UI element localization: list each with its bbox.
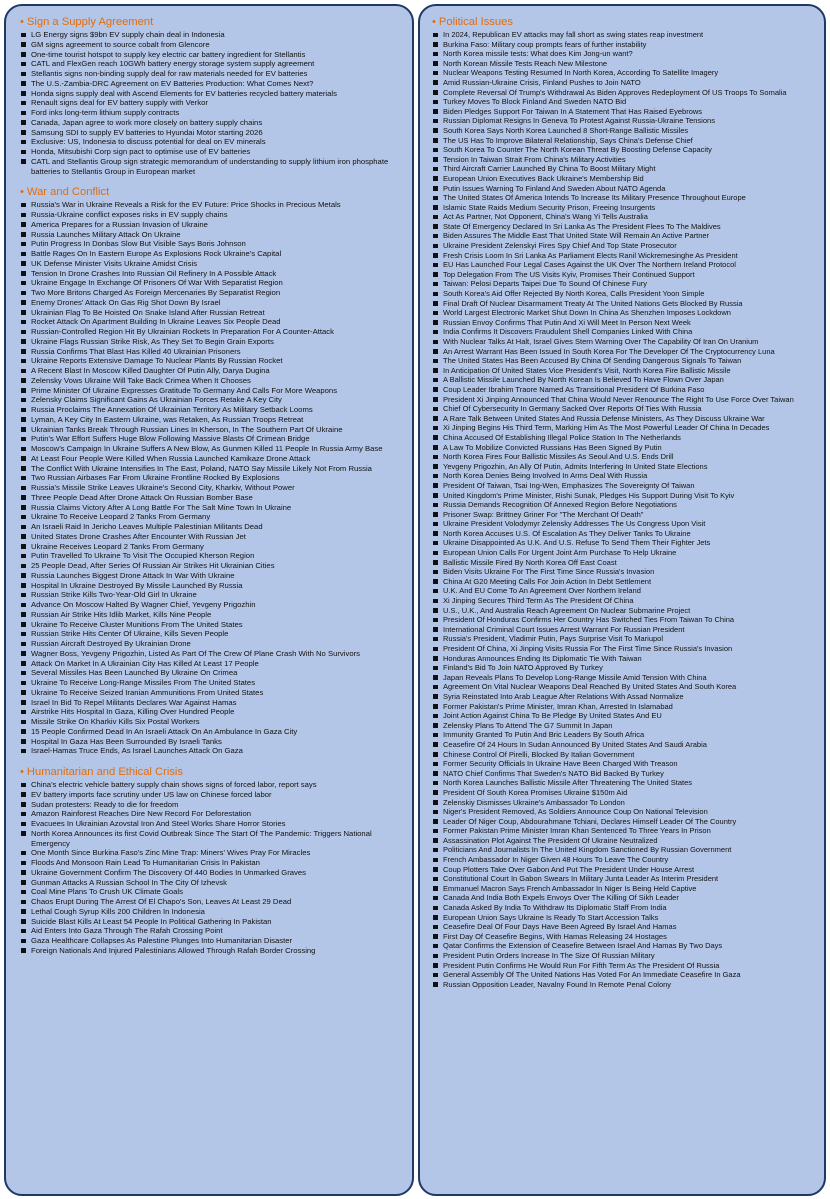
list-item: Burkina Faso: Military coup prompts fears of further instability [432,40,816,50]
list-item: At Least Four People Were Killed When Russia Launched Kamikaze Drone Attack [20,454,402,464]
list-item: Xi Jinping Begins His Third Term, Marking Him As The Most Powerful Leader Of China In Decades [432,423,816,433]
list-item: Former Pakistan Prime Minister Imran Khan Sentenced To Three Years In Prison [432,826,816,836]
list-item: Third Aircraft Carrier Launched By China To Boost Military Might [432,164,816,174]
list-item: Ford inks long-term lithium supply contracts [20,108,402,118]
list-item: China At G20 Meeting Calls For Join Action In Debt Settlement [432,577,816,587]
list-item: America Prepares for a Russian Invasion of Ukraine [20,220,402,230]
bullet-icon: • [20,186,24,199]
list-item: North Korea missile tests: What does Kim Jong-un want? [432,49,816,59]
list-item: Russia's Missile Strike Leaves Ukraine's Second City, Kharkiv, Without Power [20,483,402,493]
list-item: Exclusive: US, Indonesia to discuss potential for deal on EV minerals [20,137,402,147]
list-item: Emmanuel Macron Says French Ambassador In Niger Is Being Held Captive [432,884,816,894]
list-item: Russia's President, Vladimir Putin, Pays Surprise Visit To Mariupol [432,634,816,644]
bullet-icon: • [20,16,24,28]
list-item: Russian Strike Kills Two-Year-Old Girl In Ukraine [20,590,402,600]
list-item: Floods And Monsoon Rain Lead To Humanitarian Crisis In Pakistan [20,858,402,868]
list-item: Syria Reinstated Into Arab League After Relations With Assad Normalize [432,692,816,702]
list-item: Russia-Ukraine conflict exposes risks in EV supply chains [20,210,402,220]
list-item: Biden Visits Ukraine For The First Time Since Russia's Invasion [432,567,816,577]
list-item: Russia Proclaims The Annexation Of Ukrainian Territory As Military Setback Looms [20,405,402,415]
headline-list [432,30,816,989]
list-item: Ukraine President Volodymyr Zelensky Addresses The Us Congress Upon Visit [432,519,816,529]
list-item: Tension In Drone Crashes Into Russian Oil Refinery In A Possible Attack [20,269,402,279]
list-item: Honda, Mitsubishi Corp sign pact to optimise use of EV batteries [20,147,402,157]
list-item: Final Draft Of Nuclear Disarmament Treaty At The United Nations Gets Blocked By Russia [432,299,816,309]
section-political-issues [432,16,816,989]
list-item: EV battery imports face scrutiny under US law on Chinese forced labor [20,790,402,800]
list-item: Russia's War in Ukraine Reveals a Risk for the EV Future: Price Shocks in Precious Metals [20,200,402,210]
list-item: Coup Leader Ibrahim Traore Named As Transitional President Of Burkina Faso [432,385,816,395]
list-item: Russian Aircraft Destroyed By Ukrainian Drone [20,639,402,649]
list-item: Evacuees In Ukrainian Azovstal Iron And Steel Works Share Horror Stories [20,819,402,829]
list-item: Ukraine To Receive Long-Range Missiles From The United States [20,678,402,688]
list-item: Finland's Bid To Join NATO Approved By Turkey [432,663,816,673]
list-item: European Union Calls For Urgent Joint Arm Purchase To Help Ukraine [432,548,816,558]
list-item: Airstrike Hits Hospital In Gaza, Killing Over Hundred People [20,707,402,717]
list-item: Islamic State Raids Medium Security Prison, Freeing Insurgents [432,203,816,213]
list-item: A Law To Mobilize Convicted Russians Has Been Signed By Putin [432,443,816,453]
list-item: Politicians And Journalists In The United Kingdom Sanctioned By Russian Government [432,845,816,855]
list-item: Chief Of Cybersecurity In Germany Sacked Over Reports Of Ties With Russia [432,404,816,414]
list-item: Hospital In Gaza Has Been Surrounded By Israeli Tanks [20,737,402,747]
section-humanitarian-and-ethical-crisis [20,766,402,956]
section-war-and-conflict [20,186,402,756]
list-item: Renault signs deal for EV battery supply with Verkor [20,98,402,108]
list-item: North Korea Announces its first Covid Outbreak Since The Start Of The Pandemic: Triggers National Emergency [20,829,402,849]
list-item: Canada Asked By India To Withdraw Its Diplomatic Staff From India [432,903,816,913]
list-item: Chaos Erupt During The Arrest Of El Chapo's Son, Leaves At Least 29 Dead [20,897,402,907]
list-item: Tension In Taiwan Strait From China's Military Activities [432,155,816,165]
list-item: Russian-Controlled Region Hit By Ukrainian Rockets In Preparation For A Counter-Attack [20,327,402,337]
list-item: Coup Plotters Take Over Gabon And Put The President Under House Arrest [432,865,816,875]
list-item: Putin's War Effort Suffers Huge Blow Following Massive Blasts Of Crimean Bridge [20,434,402,444]
list-item: A Ballistic Missile Launched By North Korean Is Believed To Have Flown Over Japan [432,375,816,385]
list-item: Rocket Attack On Apartment Building In Ukraine Leaves Six People Dead [20,317,402,327]
list-item: Enemy Drones' Attack On Gas Rig Shot Down By Israel [20,298,402,308]
list-item: Ballistic Missile Fired By North Korea Off East Coast [432,558,816,568]
section-title [20,186,402,199]
list-item: Leader Of Niger Coup, Abdourahmane Tchiani, Declares Himself Leader Of The Country [432,817,816,827]
list-item: Gaza Healthcare Collapses As Palestine Plunges Into Humanitarian Disaster [20,936,402,946]
list-item: Suicide Blast Kills At Least 54 People In Political Gathering In Pakistan [20,917,402,927]
list-item: Wagner Boss, Yevgeny Prigozhin, Listed As Part Of The Crew Of Plane Crash With No Survivors [20,649,402,659]
section-title [20,16,402,29]
list-item: Lyman, A Key City In Eastern Ukraine, was Retaken, As Russian Troops Retreat [20,415,402,425]
left-panel [4,4,414,1196]
list-item: Niger's President Removed, As Soldiers Announce Coup On National Television [432,807,816,817]
list-item: CATL and Stellantis Group sign strategic memorandum of understanding to supply lithium iron phosphate batteries to Stellantis Group in European market [20,157,402,177]
list-item: President Putin Confirms He Would Run For Fifth Term As The President Of Russia [432,961,816,971]
list-item: Nuclear Weapons Testing Resumed In North Korea, According To Satellite Imagery [432,68,816,78]
list-item: Honduras Announces Ending Its Diplomatic Tie With Taiwan [432,654,816,664]
list-item: Constitutional Court In Gabon Swears In Military Junta Leader As Interim President [432,874,816,884]
list-item: President Of Taiwan, Tsai Ing-Wen, Emphasizes The Sovereignty Of Taiwan [432,481,816,491]
list-item: A Recent Blast In Moscow Killed Daughter Of Putin Ally, Darya Dugina [20,366,402,376]
headline-list [20,30,402,176]
list-item: Russia Claims Victory After A Long Battle For The Salt Mine Town In Ukraine [20,503,402,513]
list-item: Ukrainian Tanks Break Through Russian Lines In Kherson, In The Southern Part Of Ukraine [20,425,402,435]
list-item: State Of Emergency Declared In Sri Lanka As The President Flees To The Maldives [432,222,816,232]
section-title [432,16,816,29]
list-item: Russia Launches Military Attack On Ukraine [20,230,402,240]
list-item: Canada And India Both Expels Envoys Over The Killing Of Sikh Leader [432,893,816,903]
list-item: In Anticipation Of United States Vice President's Visit, North Korea Fire Ballistic Missile [432,366,816,376]
headline-list [20,200,402,756]
list-item: Russian Diplomat Resigns In Geneva To Protest Against Russia-Ukraine Tensions [432,116,816,126]
list-item: The United States Of America Intends To Increase Its Military Presence Throughout Europe [432,193,816,203]
list-item: Sudan protesters: Ready to die for freedom [20,800,402,810]
list-item: One-time tourist hotspot to supply key electric car battery ingredient for Stellantis [20,50,402,60]
list-item: First Day Of Ceasefire Begins, With Hamas Releasing 24 Hostages [432,932,816,942]
list-item: North Korea Fires Four Ballistic Missiles As Seoul And U.S. Ends Drill [432,452,816,462]
list-item: CATL and FlexGen reach 10GWh battery energy storage system supply agreement [20,59,402,69]
list-item: Lethal Cough Syrup Kills 200 Children In Indonesia [20,907,402,917]
list-item: Russian Opposition Leader, Navalny Found In Remote Penal Colony [432,980,816,990]
list-item: With Nuclear Talks At Halt, Israel Gives Stern Warning Over The Capability Of Iran On Uranium [432,337,816,347]
list-item: President Of Honduras Confirms Her Country Has Switched Ties From Taiwan To China [432,615,816,625]
list-item: Two Russian Airbases Far From Ukraine Frontline Rocked By Explosions [20,473,402,483]
list-item: Ukraine To Receive Leopard 2 Tanks From Germany [20,512,402,522]
list-item: Top Delegation From The US Visits Kyiv, Promises Their Continued Support [432,270,816,280]
list-item: Zelensky Vows Ukraine Will Take Back Crimea When It Chooses [20,376,402,386]
list-item: Two More Britons Charged As Foreign Mercenaries By Separatist Region [20,288,402,298]
bullet-icon: • [20,766,24,778]
list-item: In 2024, Republican EV attacks may fall short as swing states reap investment [432,30,816,40]
list-item: North Korea Accuses U.S. Of Escalation As They Deliver Tanks To Ukraine [432,529,816,539]
list-item: Israel In Bid To Repel Militants Declares War Against Hamas [20,698,402,708]
list-item: Zelensky Claims Significant Gains As Ukrainian Forces Retake A Key City [20,395,402,405]
list-item: Russia Confirms That Blast Has Killed 40 Ukrainian Prisoners [20,347,402,357]
list-item: Former Security Officials In Ukraine Have Been Charged With Treason [432,759,816,769]
list-item: Biden Assures The Middle East That United State Will Remain An Active Partner [432,231,816,241]
headline-list [20,780,402,956]
list-item: Taiwan: Pelosi Departs Taipei Due To Sound Of Chinese Fury [432,279,816,289]
list-item: Russia Demands Recognition Of Annexed Region Before Negotiations [432,500,816,510]
list-item: Immunity Granted To Putin And Bric Leaders By South Africa [432,730,816,740]
list-item: Putin Progress In Donbas Slow But Visible Says Boris Johnson [20,239,402,249]
list-item: China's electric vehicle battery supply chain shows signs of forced labor, report says [20,780,402,790]
list-item: An Arrest Warrant Has Been Issued In South Korea For The Developer Of The Cryptocurrency Luna [432,347,816,357]
list-item: Zelensky Plans To Attend The G7 Summit In Japan [432,721,816,731]
list-item: Ukraine Government Confirm The Discovery Of 440 Bodies In Unmarked Graves [20,868,402,878]
list-item: Samsung SDI to supply EV batteries to Hyundai Motor starting 2026 [20,128,402,138]
list-item: Ukraine Disappointed As U.K. And U.S. Refuse To Send Them Their Fighter Jets [432,538,816,548]
list-item: Prime Minister Of Ukraine Expresses Gratitude To Germany And Calls For More Weapons [20,386,402,396]
list-item: Ceasefire Deal Of Four Days Have Been Agreed By Israel And Hamas [432,922,816,932]
list-item: Ukraine To Receive Cluster Munitions From The United States [20,620,402,630]
list-item: European Union Executives Back Ukraine's Membership Bid [432,174,816,184]
section-title-text: War and Conflict [26,186,110,199]
list-item: World Largest Electronic Market Shut Down In China As Shenzhen Imposes Lockdown [432,308,816,318]
list-item: One Month Since Burkina Faso's Zinc Mine Trap: Miners' Wives Pray For Miracles [20,848,402,858]
list-item: North Korea Launches Ballistic Missile After Threatening The United States [432,778,816,788]
list-item: Aid Enters Into Gaza Through The Rafah Crossing Point [20,926,402,936]
list-item: Former Pakistan's Prime Minister, Imran Khan, Arrested In Islamabad [432,702,816,712]
list-item: President Putin Orders Increase In The Size Of Russian Military [432,951,816,961]
list-item: Ukraine President Zelenskyi Fires Spy Chief And Top State Prosecutor [432,241,816,251]
list-item: General Assembly Of The United Nations Has Voted For An Immediate Ceasefire In Gaza [432,970,816,980]
list-item: China Accused Of Establishing Illegal Police Station In The Netherlands [432,433,816,443]
list-item: Russian Envoy Confirms That Putin And Xi Will Meet In Person Next Week [432,318,816,328]
list-item: Turkey Moves To Block Finland And Sweden NATO Bid [432,97,816,107]
list-item: Ceasefire Of 24 Hours In Sudan Announced By United States And Saudi Arabia [432,740,816,750]
list-item: Amid Russian-Ukraine Crisis, Finland Pushes to Join NATO [432,78,816,88]
list-item: NATO Chief Confirms That Sweden's NATO Bid Backed By Turkey [432,769,816,779]
list-item: European Union Says Ukraine Is Ready To Start Accession Talks [432,913,816,923]
list-item: Putin Travelled To Ukraine To Visit The Occupied Kherson Region [20,551,402,561]
list-item: Coal Mine Plans To Crush UK Climate Goals [20,887,402,897]
list-item: GM signs agreement to source cobalt from Glencore [20,40,402,50]
list-item: Assassination Plot Against The President Of Ukraine Neutralized [432,836,816,846]
list-item: South Korea Says North Korea Launched 8 Short-Range Ballistic Missiles [432,126,816,136]
list-item: Russia Launches Biggest Drone Attack In War With Ukraine [20,571,402,581]
section-title-text: Sign a Supply Agreement [26,16,154,28]
list-item: Joint Action Against China To Be Pledge By United States And EU [432,711,816,721]
list-item: The United States Has Been Accused By China Of Sending Dangerous Signals To Taiwan [432,356,816,366]
list-item: The US Has To Improve Bilateral Relationship, Says China's Defense Chief [432,136,816,146]
list-item: 25 People Dead, After Series Of Russian Air Strikes Hit Ukrainian Cities [20,561,402,571]
list-item: Advance On Moscow Halted By Wagner Chief, Yevgeny Prigozhin [20,600,402,610]
list-item: A Rare Talk Between United States And Russia Defense Ministers, As They Discuss Ukraine War [432,414,816,424]
list-item: South Korea's Aid Offer Rejected By North Korea, Calls President Yoon Simple [432,289,816,299]
right-panel [418,4,826,1196]
list-item: EU Has Launched Four Legal Cases Against the UK Over The Northern Ireland Protocol [432,260,816,270]
list-item: Japan Reveals Plans To Develop Long-Range Missile Amid Tension With China [432,673,816,683]
list-item: Qatar Confirms the Extension of Ceasefire Between Israel And Hamas By Two Days [432,941,816,951]
list-item: Foreign Nationals And Injured Palestinians Allowed Through Rafah Border Crossing [20,946,402,956]
list-item: Three People Dead After Drone Attack On Russian Bomber Base [20,493,402,503]
list-item: Hospital In Ukraine Destroyed By Missile Launched By Russia [20,581,402,591]
list-item: U.K. And EU Come To An Agreement Over Northern Ireland [432,586,816,596]
list-item: International Criminal Court Issues Arrest Warrant For Russian President [432,625,816,635]
list-item: North Korea Denies Being Involved In Arms Deal With Russia [432,471,816,481]
list-item: French Ambassador In Niger Given 48 Hours To Leave The Country [432,855,816,865]
list-item: President Xi Jinping Announced That China Would Never Renounce The Right To Use Force Over Taiwan [432,395,816,405]
list-item: The Conflict With Ukraine Intensifies In The East, Poland, NATO Say Missile Likely Not From Russia [20,464,402,474]
list-item: Russian Strike Hits Center Of Ukraine, Kills Seven People [20,629,402,639]
list-item: The U.S.-Zambia-DRC Agreement on EV Batteries Production: What Comes Next? [20,79,402,89]
list-item: Zelenskiy Dismisses Ukraine's Ambassador To London [432,798,816,808]
list-item: Ukraine Receives Leopard 2 Tanks From Germany [20,542,402,552]
list-item: Prisoner Swap: Brittney Griner For "The Merchant Of Death" [432,510,816,520]
list-item: Ukraine Reports Extensive Damage To Nuclear Plants By Russian Rocket [20,356,402,366]
list-item: Chinese Control Of Pirelli, Blocked By Italian Government [432,750,816,760]
list-item: Ukraine Flags Russian Strike Risk, As They Set To Begin Grain Exports [20,337,402,347]
list-item: Xi Jinping Secures Third Term As The President Of China [432,596,816,606]
list-item: Act As Partner, Not Opponent, China's Wang Yi Tells Australia [432,212,816,222]
list-item: Ukraine To Receive Seized Iranian Ammunitions From United States [20,688,402,698]
list-item: LG Energy signs $9bn EV supply chain deal in Indonesia [20,30,402,40]
section-title-text: Humanitarian and Ethical Crisis [26,766,183,778]
list-item: Moscow's Campaign In Ukraine Suffers A New Blow, As Gunmen Killed 11 People In Russia Army Base [20,444,402,454]
list-item: India Confirms It Discovers Fraudulent Shell Companies Linked With China [432,327,816,337]
list-item: Honda signs supply deal with Ascend Elements for EV batteries recycled battery materials [20,89,402,99]
list-item: Battle Rages On In Eastern Europe As Explosions Rock Ukraine's Capital [20,249,402,259]
list-item: Biden Pledges Support For Taiwan In A Statement That Has Raised Eyebrows [432,107,816,117]
list-item: U.S., U.K., And Australia Reach Agreement On Nuclear Submarine Project [432,606,816,616]
list-item: North Korean Missile Tests Reach New Milestone [432,59,816,69]
list-item: Attack On Market In A Ukrainian City Has Killed At Least 17 People [20,659,402,669]
list-item: Gunman Attacks A Russian School In The City Of Izhevsk [20,878,402,888]
section-sign-a-supply-agreement [20,16,402,176]
list-item: Complete Reversal Of Trump's Withdrawal As Biden Approves Redeployment Of US Troops To Somalia [432,88,816,98]
list-item: Russian Air Strike Hits Idlib Market, Kills Nine People [20,610,402,620]
list-item: South Korea To Counter The North Korean Threat By Boosting Defense Capacity [432,145,816,155]
section-title [20,766,402,779]
list-item: Stellantis signs non-binding supply deal for raw materials needed for EV batteries [20,69,402,79]
list-item: Yevgeny Prigozhin, An Ally Of Putin, Admits Interfering In United State Elections [432,462,816,472]
list-item: Israel-Hamas Truce Ends, As Israel Launches Attack On Gaza [20,746,402,756]
list-item: President Of China, Xi Jinping Visits Russia For The First Time Since Russia's Invasion [432,644,816,654]
list-item: President Of South Korea Promises Ukraine $150m Aid [432,788,816,798]
list-item: Fresh Crisis Loom In Sri Lanka As Parliament Elects Ranil Wickremesinghe As President [432,251,816,261]
list-item: Canada, Japan agree to work more closely on battery supply chains [20,118,402,128]
list-item: Several Missiles Has Been Launched By Ukraine On Crimea [20,668,402,678]
list-item: Missile Strike On Kharkiv Kills Six Postal Workers [20,717,402,727]
list-item: United States Drone Crashes After Encounter With Russian Jet [20,532,402,542]
section-title-text: Political Issues [438,16,513,28]
bullet-icon: • [432,16,436,28]
list-item: Ukraine Engage In Exchange Of Prisoners Of War With Separatist Region [20,278,402,288]
list-item: UK Defense Minister Visits Ukraine Amidst Crisis [20,259,402,269]
list-item: Ukrainian Flag To Be Hoisted On Snake Island After Russian Retreat [20,308,402,318]
list-item: 15 People Confirmed Dead In An Israeli Attack On An Ambulance In Gaza City [20,727,402,737]
list-item: Amazon Rainforest Reaches Dire New Record For Deforestation [20,809,402,819]
list-item: United Kingdom's Prime Minister, Rishi Sunak, Pledges His Support During Visit To Kyiv [432,491,816,501]
list-item: An Israeli Raid In Jericho Leaves Multiple Palestinian Militants Dead [20,522,402,532]
list-item: Agreement On Vital Nuclear Weapons Deal Reached By United States And South Korea [432,682,816,692]
list-item: Putin Issues Warning To Finland And Sweden About NATO Agenda [432,184,816,194]
